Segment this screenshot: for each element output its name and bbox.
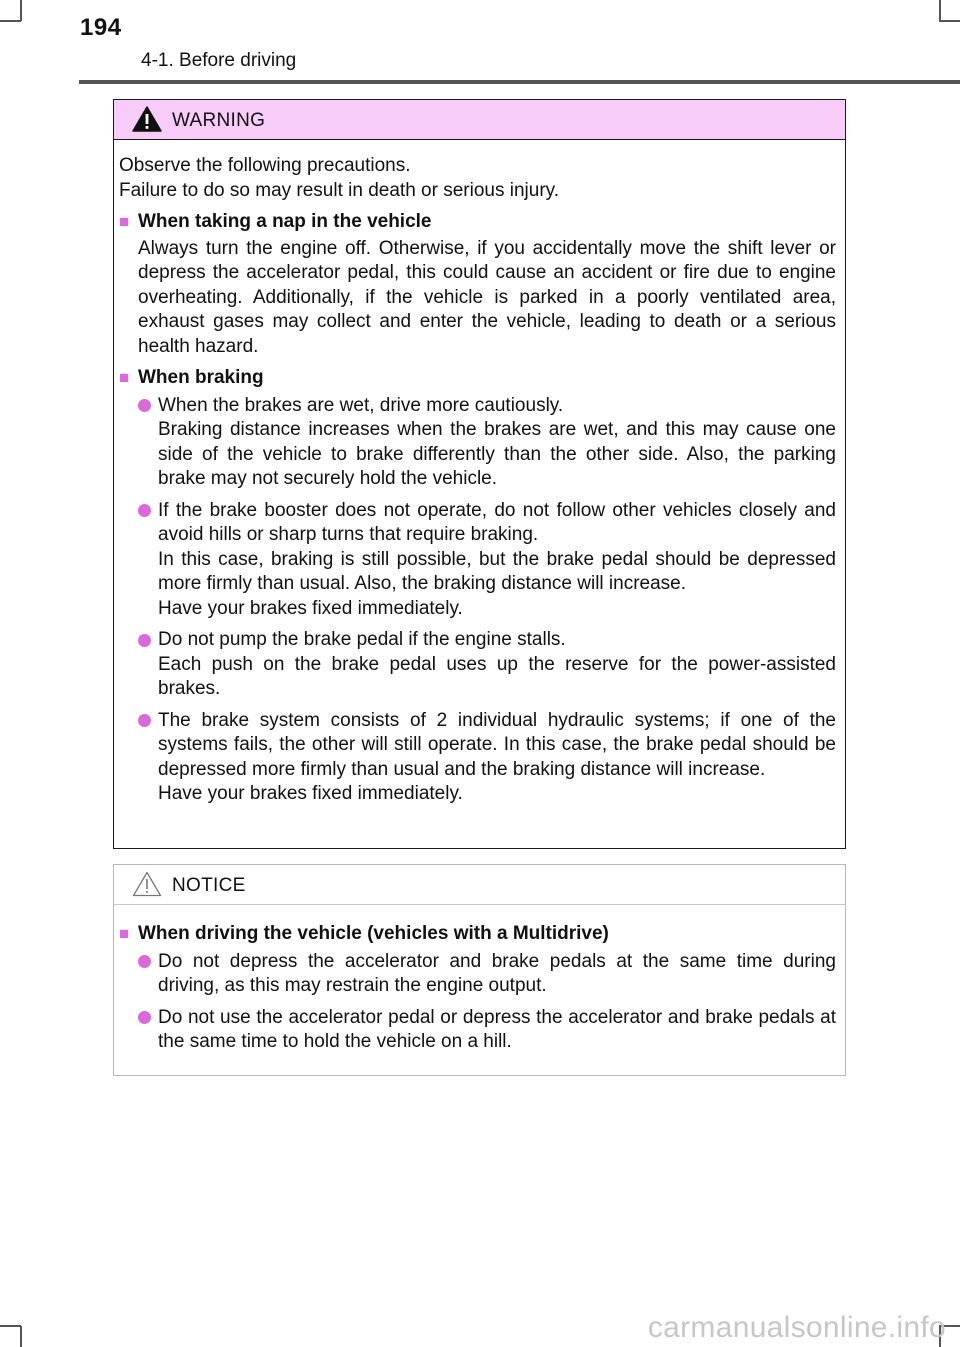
- round-bullet: [138, 499, 158, 524]
- square-bullet: ■: [119, 368, 130, 387]
- list-item-text: [158, 950, 836, 999]
- warning-label: WARNING: [172, 110, 266, 131]
- item-line: Have your brakes fixed immediately.: [158, 783, 463, 804]
- item-line: Do not depress the accelerator and brake pedals at the same time during driving, as this may restrain the engine output.: [158, 950, 836, 996]
- section-heading-text: When taking a nap in the vehicle: [138, 211, 432, 232]
- crop-mark: [0, 1325, 21, 1327]
- warning-intro: [119, 154, 836, 203]
- item-line: When the brakes are wet, drive more cautiously.: [158, 394, 564, 416]
- crop-mark: [939, 20, 960, 22]
- item-line: Do not pump the brake pedal if the engine stalls.: [158, 629, 566, 650]
- round-bullet: [138, 950, 158, 975]
- section-heading-text: When braking: [138, 367, 264, 388]
- list-item-text: [158, 709, 836, 807]
- page-number: 194: [80, 14, 122, 41]
- square-bullet: ■: [119, 212, 130, 231]
- section-title: 4-1. Before driving: [141, 50, 297, 71]
- list-item: [138, 499, 836, 622]
- warning-box: [113, 99, 846, 849]
- intro-line: Failure to do so may result in death or serious injury.: [119, 179, 560, 201]
- item-line: Braking distance increases when the brakes are wet, and this may cause one side of the vehicle to brake differently than the other side. Also, the parking brake may not securely hold the vehicle.: [158, 419, 836, 489]
- notice-header: [114, 865, 845, 905]
- header-rule: [79, 80, 960, 84]
- crop-mark: [0, 20, 21, 22]
- notice-box: [113, 864, 846, 1076]
- intro-line: Observe the following precautions.: [119, 155, 411, 176]
- item-line: In this case, braking is still possible, but the brake pedal should be depressed more firmly than usual. Also, the braking distance will increase.: [158, 548, 836, 594]
- section-text: Always turn the engine off. Otherwise, if you accidentally move the shift lever or depress the accelerator pedal, this could cause an accident or fire due to engine overheating. Additionally, if the vehicle is parked in a poorly ventilated area, exhaust gases may collect and enter the vehicle, leading to death or a serious health hazard.: [138, 237, 836, 357]
- item-line: Have your brakes fixed immediately.: [158, 597, 463, 619]
- watermark: carmanualsonline.info: [647, 1311, 946, 1344]
- list-item-text: [158, 499, 836, 622]
- list-item-text: [158, 394, 836, 492]
- list-item: [138, 709, 836, 807]
- item-line: If the brake booster does not operate, do not follow other vehicles closely and avoid hills or sharp turns that require braking.: [158, 499, 836, 545]
- warning-triangle-icon: [132, 106, 162, 137]
- list-item: [138, 950, 836, 999]
- notice-label: NOTICE: [172, 875, 246, 896]
- section-heading: [119, 922, 836, 947]
- section-heading-text: When driving the vehicle (vehicles with a Multidrive): [138, 923, 609, 944]
- notice-triangle-icon: [132, 871, 162, 902]
- crop-mark: [20, 0, 22, 21]
- warning-header: [114, 100, 845, 140]
- round-bullet: [138, 1006, 158, 1031]
- crop-mark: [20, 1326, 22, 1347]
- crop-mark: [939, 0, 941, 21]
- list-item: [138, 1006, 836, 1055]
- list-item: [138, 394, 836, 492]
- notice-body: [114, 905, 845, 1055]
- round-bullet: [138, 709, 158, 734]
- item-line: Each push on the brake pedal uses up the reserve for the power-assisted brakes.: [158, 653, 836, 699]
- list-item-text: [158, 628, 836, 702]
- section-heading: [119, 366, 836, 391]
- item-line: Do not use the accelerator pedal or depress the accelerator and brake pedals at the same time to hold the vehicle on a hill.: [158, 1006, 836, 1052]
- list-item-text: [158, 1006, 836, 1055]
- round-bullet: [138, 394, 158, 419]
- square-bullet: ■: [119, 924, 130, 943]
- list-item: [138, 628, 836, 702]
- round-bullet: [138, 628, 158, 653]
- section-heading: [119, 210, 836, 235]
- warning-body: [114, 140, 845, 807]
- item-line: The brake system consists of 2 individual hydraulic systems; if one of the systems fails, the other will still operate. In this case, the brake pedal should be depressed more firmly than usual and the braking distance will increase.: [158, 709, 836, 780]
